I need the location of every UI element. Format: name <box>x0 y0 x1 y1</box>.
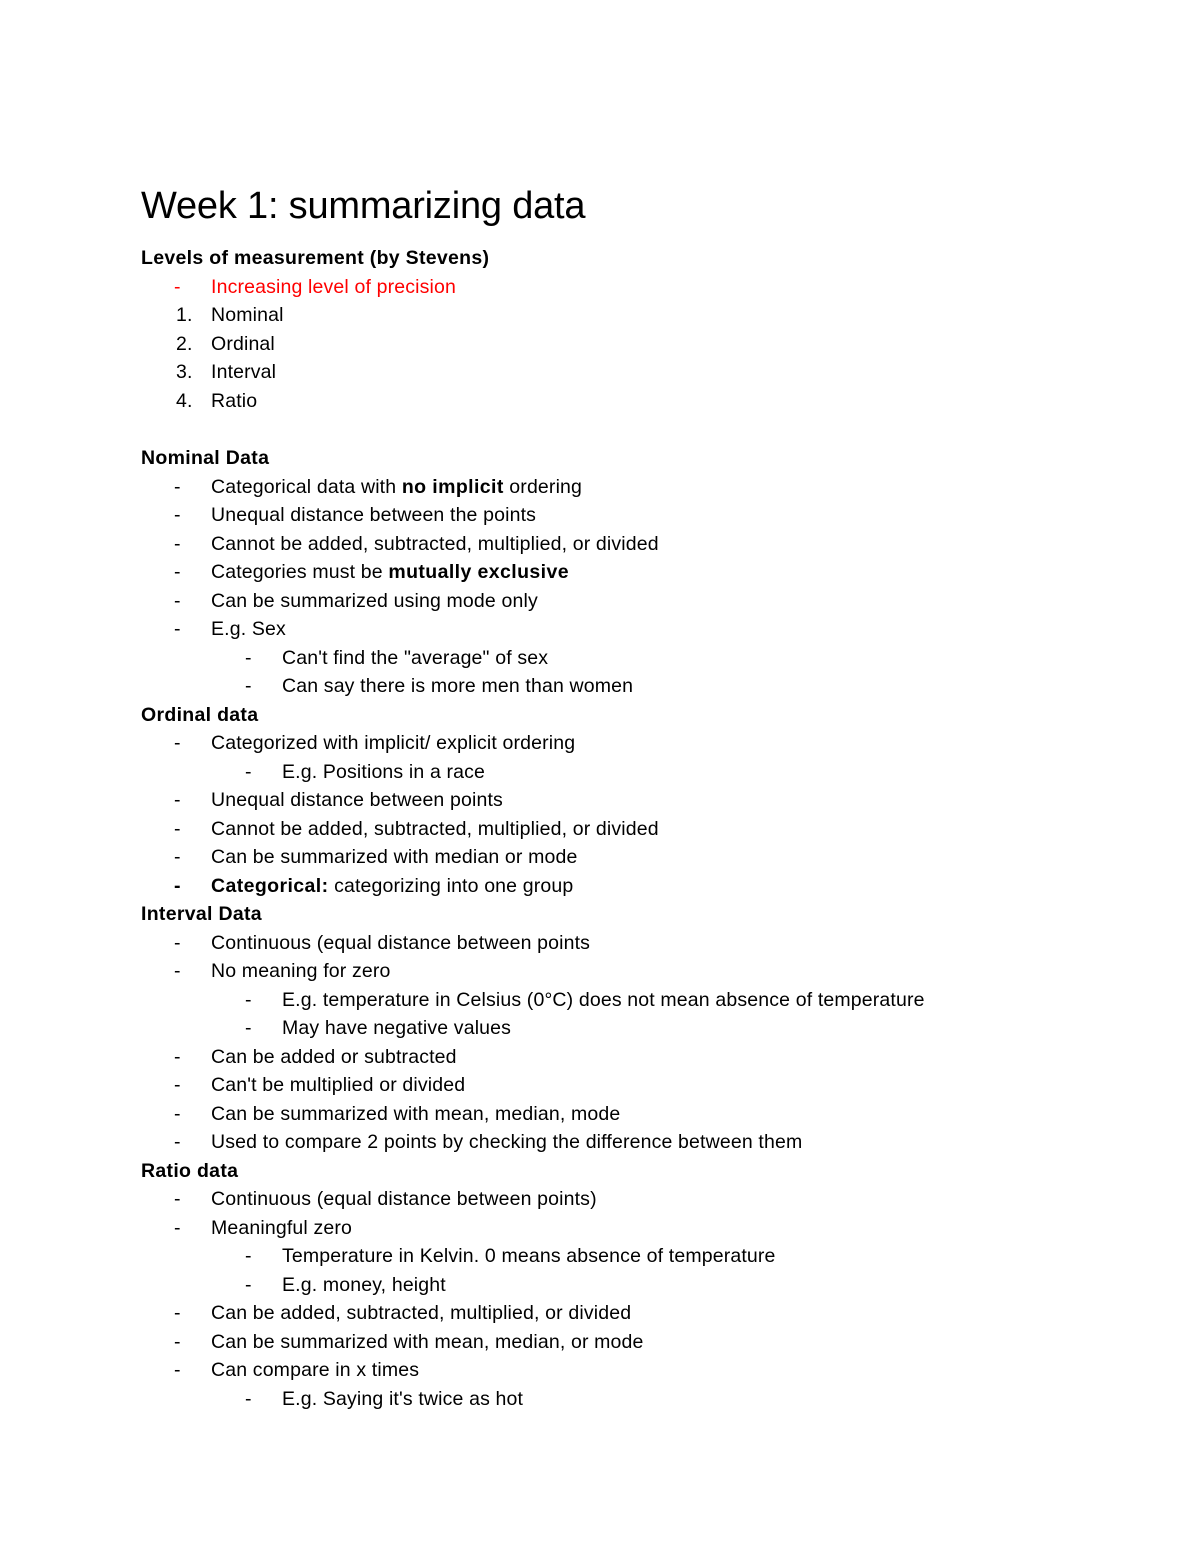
bullet-marker: - <box>174 874 181 897</box>
list-item-text: Can be added or subtracted <box>211 1045 457 1068</box>
list-item <box>141 1214 1141 1243</box>
bullet-marker: - <box>245 988 252 1011</box>
bullet-marker: - <box>174 1131 181 1153</box>
list-number: 2. <box>176 332 193 355</box>
section-heading-ordinal: Ordinal data <box>141 703 259 726</box>
list-number: 1. <box>176 304 193 326</box>
list-item <box>141 729 1141 758</box>
bullet-marker: - <box>174 504 181 526</box>
bullet-marker: - <box>174 1102 181 1125</box>
list-item <box>141 957 1141 986</box>
list-item-text: No meaning for zero <box>211 960 391 982</box>
bullet-marker: - <box>174 1302 181 1324</box>
bullet-marker: - <box>174 275 181 298</box>
list-item <box>141 1328 1141 1357</box>
list-item-text: Nominal <box>211 304 284 326</box>
list-item <box>141 273 1141 302</box>
sub-list-item <box>141 986 1141 1015</box>
list-item-text: Interval <box>211 361 277 383</box>
list-item-text: Continuous (equal distance between points <box>211 931 591 954</box>
sub-list-item <box>141 1242 1141 1271</box>
bullet-marker: - <box>245 760 252 783</box>
page-title: Week 1: summarizing data <box>141 185 586 227</box>
bullet-marker: - <box>174 1359 181 1381</box>
bullet-marker: - <box>174 1330 181 1353</box>
list-item-text <box>211 872 573 901</box>
sub-list-item <box>141 1271 1141 1300</box>
list-item <box>141 1128 1141 1157</box>
bullet-marker: - <box>174 817 181 840</box>
sub-list-item <box>141 758 1141 787</box>
list-item-text: Can't be multiplied or divided <box>211 1074 466 1096</box>
bullet-marker: - <box>174 532 181 555</box>
bullet-marker: - <box>174 1188 181 1210</box>
blank-line <box>141 415 1141 444</box>
bullet-marker: - <box>174 561 181 583</box>
bullet-marker: - <box>245 1245 252 1267</box>
bullet-marker: - <box>245 1387 252 1410</box>
document-page <box>141 186 1141 1413</box>
bullet-marker: - <box>174 960 181 982</box>
list-item-text: E.g. Saying it's twice as hot <box>282 1387 524 1410</box>
list-item <box>141 530 1141 559</box>
list-item-text: E.g. money, height <box>282 1273 446 1296</box>
list-item-text: Can be added, subtracted, multiplied, or divided <box>211 1302 632 1324</box>
list-item-text <box>211 558 569 587</box>
bullet-marker: - <box>174 931 181 954</box>
list-item-text: E.g. Positions in a race <box>282 760 486 783</box>
list-item <box>141 929 1141 958</box>
numbered-item <box>141 387 1141 416</box>
list-item-text: Meaningful zero <box>211 1216 352 1239</box>
section-heading-ratio: Ratio data <box>141 1159 239 1182</box>
list-item-text: Unequal distance between points <box>211 789 503 811</box>
text-run: Categories must be <box>211 561 389 583</box>
bullet-marker: - <box>245 1017 252 1039</box>
section-heading-levels: Levels of measurement (by Stevens) <box>141 247 490 269</box>
section-heading-interval: Interval Data <box>141 903 262 925</box>
bullet-marker: - <box>245 1273 252 1296</box>
list-item-text: Cannot be added, subtracted, multiplied, or divided <box>211 817 659 840</box>
list-item-text: Cannot be added, subtracted, multiplied, or divided <box>211 532 659 555</box>
numbered-item <box>141 330 1141 359</box>
list-item-text <box>211 473 582 502</box>
list-item-text: May have negative values <box>282 1017 512 1039</box>
list-item-text: Can say there is more men than women <box>282 675 634 697</box>
bold-text-run: Categorical: <box>211 874 329 897</box>
text-run: Categorical data with <box>211 475 402 498</box>
bold-text-run: mutually exclusive <box>388 561 569 583</box>
text-run: ordering <box>503 475 583 498</box>
list-item-text: Ratio <box>211 389 258 412</box>
bullet-marker: - <box>245 675 252 697</box>
sub-list-item <box>141 1014 1141 1043</box>
list-item-text: Temperature in Kelvin. 0 means absence of temperature <box>282 1245 776 1267</box>
list-item-text: Can be summarized using mode only <box>211 589 538 612</box>
list-item-text: Used to compare 2 points by checking the difference between them <box>211 1131 803 1153</box>
bullet-marker: - <box>174 589 181 612</box>
list-item <box>141 1043 1141 1072</box>
numbered-item <box>141 358 1141 387</box>
list-item <box>141 843 1141 872</box>
bullet-marker: - <box>174 1074 181 1096</box>
list-item-text: E.g. Sex <box>211 618 286 640</box>
list-item <box>141 1356 1141 1385</box>
sub-list-item <box>141 644 1141 673</box>
list-item <box>141 1185 1141 1214</box>
bullet-marker: - <box>174 846 181 868</box>
list-item <box>141 501 1141 530</box>
list-item-text: Can be summarized with median or mode <box>211 846 578 868</box>
list-item-text: Can't find the "average" of sex <box>282 646 549 669</box>
list-item <box>141 1100 1141 1129</box>
bullet-marker: - <box>174 475 181 498</box>
list-item <box>141 558 1141 587</box>
list-item-text: Categorized with implicit/ explicit ordering <box>211 732 576 754</box>
list-item <box>141 615 1141 644</box>
list-item <box>141 786 1141 815</box>
list-item <box>141 473 1141 502</box>
sub-list-item <box>141 672 1141 701</box>
text-run: categorizing into one group <box>328 874 574 897</box>
numbered-item <box>141 301 1141 330</box>
list-item-text: Can be summarized with mean, median, or mode <box>211 1330 644 1353</box>
list-item <box>141 1299 1141 1328</box>
bullet-marker: - <box>174 732 181 754</box>
list-item <box>141 587 1141 616</box>
bullet-marker: - <box>174 1216 181 1239</box>
list-item <box>141 815 1141 844</box>
list-item <box>141 872 1141 901</box>
list-item <box>141 1071 1141 1100</box>
bullet-marker: - <box>174 618 181 640</box>
list-item-text: E.g. temperature in Celsius (0°C) does not mean absence of temperature <box>282 988 925 1011</box>
list-item-text: Can be summarized with mean, median, mode <box>211 1102 621 1125</box>
section-heading-nominal: Nominal Data <box>141 447 270 469</box>
bullet-marker: - <box>245 646 252 669</box>
list-item-text: Unequal distance between the points <box>211 504 537 526</box>
sub-list-item <box>141 1385 1141 1414</box>
list-item-text: Ordinal <box>211 332 275 355</box>
list-item-text: Increasing level of precision <box>211 275 456 298</box>
list-number: 3. <box>176 361 193 383</box>
bullet-marker: - <box>174 1045 181 1068</box>
bullet-marker: - <box>174 789 181 811</box>
list-number: 4. <box>176 389 193 412</box>
list-item-text: Can compare in x times <box>211 1359 420 1381</box>
bold-text-run: no implicit <box>401 475 504 498</box>
list-item-text: Continuous (equal distance between points) <box>211 1188 597 1210</box>
